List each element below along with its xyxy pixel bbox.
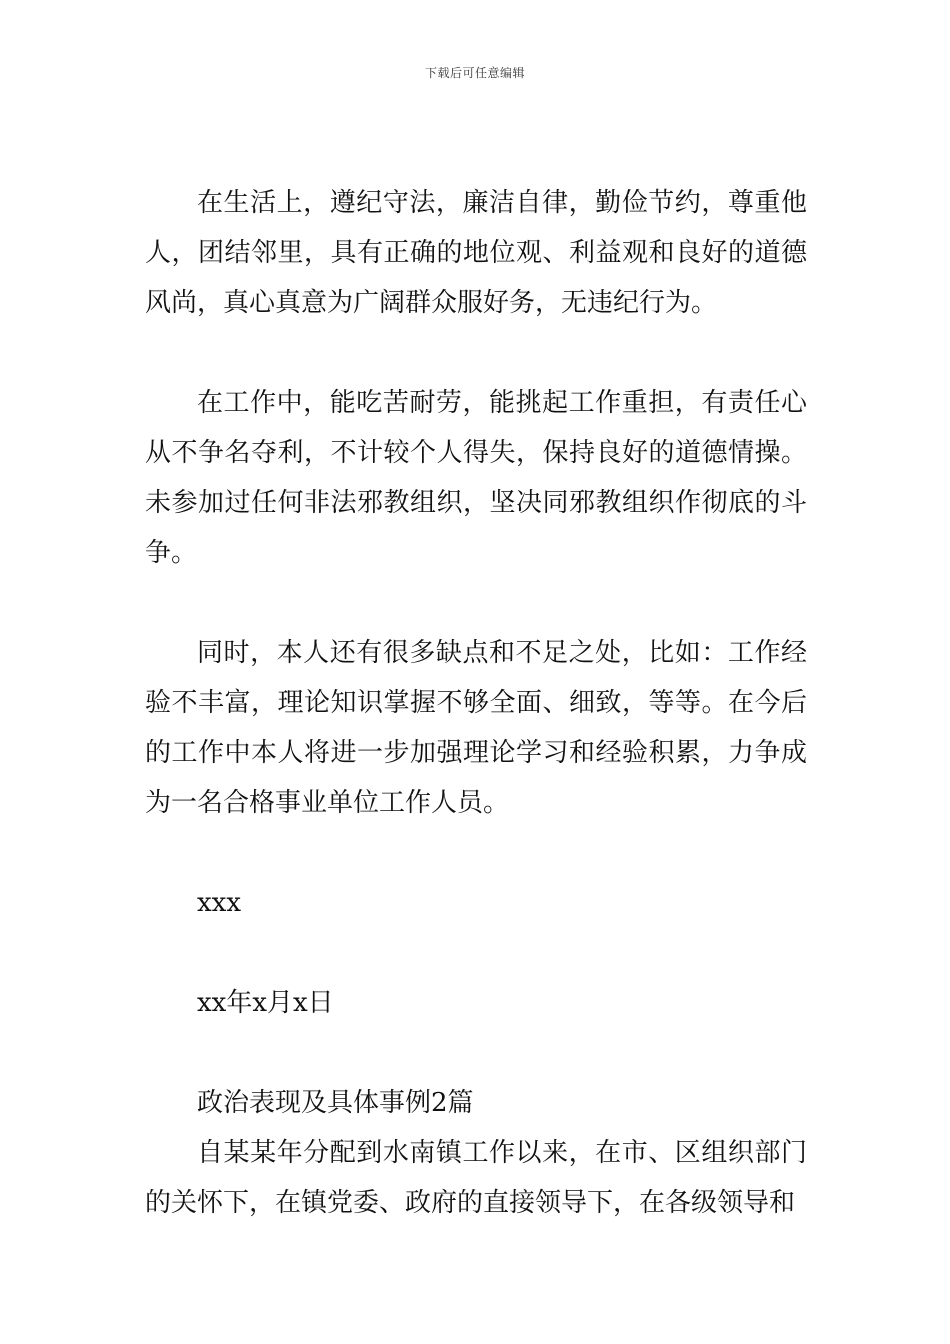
paragraph-shortcomings: 同时，本人还有很多缺点和不足之处，比如：工作经验不丰富，理论知识掌握不够全面、细致，等等。在今后的工作中本人将进一步加强理论学习和经验积累，力争成为一名合格事业单位工作人员。 (145, 638, 807, 818)
paragraph-section-intro: 自某某年分配到水南镇工作以来，在市、区组织部门的关怀下，在镇党委、政府的直接领导下，在各级领导和 (145, 1138, 807, 1218)
paragraph-work-conduct: 在工作中，能吃苦耐劳，能挑起工作重担，有责任心从不争名夺利，不计较个人得失，保持良好的道德情操。未参加过任何非法邪教组织，坚决同邪教组织作彻底的斗争。 (145, 388, 807, 568)
paragraph-gap (145, 1028, 807, 1078)
paragraph-gap (145, 578, 807, 628)
page-header-note: 下载后可任意编辑 (424, 66, 525, 80)
paragraph-gap (145, 828, 807, 878)
section-title: 政治表现及具体事例2篇 (197, 1088, 474, 1118)
document-body (145, 178, 807, 1228)
paragraph-gap (145, 328, 807, 378)
paragraph-life-conduct: 在生活上，遵纪守法，廉洁自律，勤俭节约，尊重他人，团结邻里，具有正确的地位观、利益观和良好的道德风尚，真心真意为广阔群众服好务，无违纪行为。 (145, 188, 807, 318)
signature-date: xx年x月x日 (197, 988, 334, 1018)
signature-name: xxx (197, 888, 241, 918)
paragraph-gap (145, 928, 807, 978)
